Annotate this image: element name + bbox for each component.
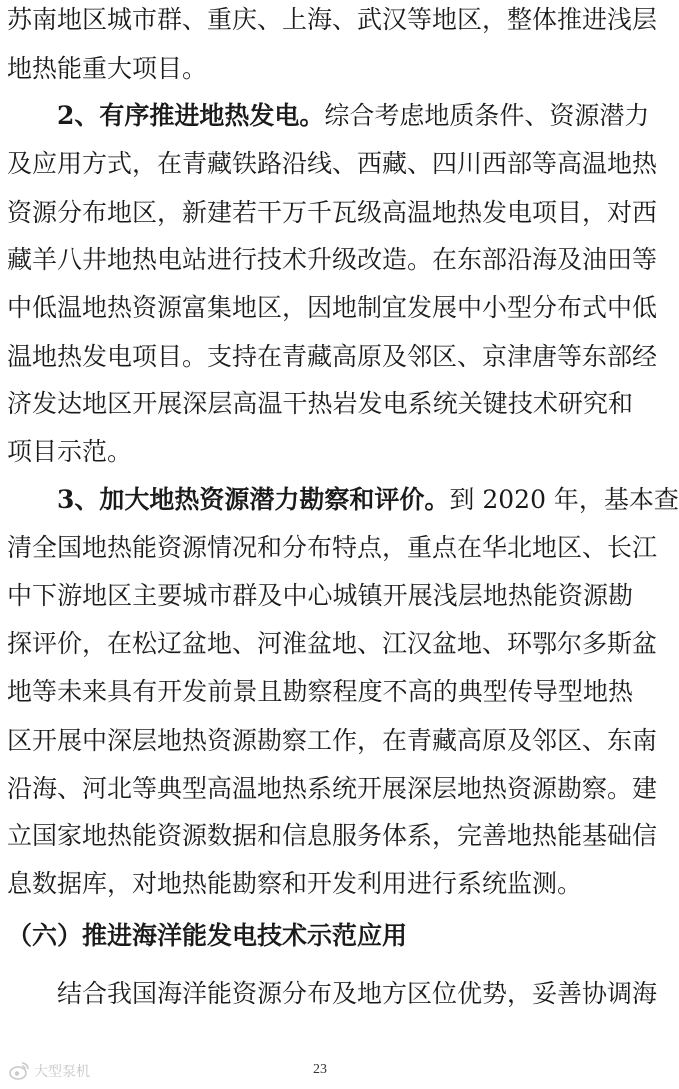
paragraph-line <box>7 337 658 377</box>
line-text: 中下游地区主要城市群及中心城镇开展浅层地热能资源勘 <box>7 581 633 610</box>
paragraph-line <box>7 288 658 328</box>
paragraph-line <box>57 974 658 1014</box>
line-text: 地等未来具有开发前景且勘察程度不高的典型传导型地热 <box>7 677 633 706</box>
paragraph-line <box>7 528 658 568</box>
page-number: 23 <box>313 1062 327 1077</box>
paragraph-line <box>7 769 658 809</box>
line-text: 区开展中深层地热资源勘察工作，在青藏高原及邻区、东南 <box>7 726 658 755</box>
item-heading: 2、有序推进地热发电。 <box>57 101 325 130</box>
line-text: 藏羊八井地热电站进行技术升级改造。在东部沿海及油田等 <box>7 245 658 274</box>
line-text: 项目示范。 <box>7 437 133 466</box>
line-text: 综合考虑地质条件、资源潜力 <box>324 101 650 130</box>
paragraph-line <box>57 96 650 136</box>
paragraph-line <box>7 721 658 761</box>
line-text: 资源分布地区，新建若干万千瓦级高温地热发电项目，对西 <box>7 198 658 227</box>
section-heading: （六）推进海洋能发电技术示范应用 <box>7 921 408 950</box>
paragraph-line <box>7 624 658 664</box>
line-text: 济发达地区开展深层高温干热岩发电系统关键技术研究和 <box>7 389 633 418</box>
paragraph-line <box>7 49 633 89</box>
line-text: 沿海、河北等典型高温地热系统开展深层地热资源勘察。建 <box>7 774 658 803</box>
line-text: 清全国地热能资源情况和分布特点，重点在华北地区、长江 <box>7 533 658 562</box>
line-text: 立国家地热能资源数据和信息服务体系，完善地热能基础信 <box>7 821 658 850</box>
paragraph-line <box>7 672 633 712</box>
paragraph-line <box>7 0 658 40</box>
paragraph-line <box>57 480 679 520</box>
line-text: 温地热发电项目。支持在青藏高原及邻区、京津唐等东部经 <box>7 342 658 371</box>
paragraph-line <box>7 384 633 424</box>
paragraph-line <box>7 144 658 184</box>
paragraph-line <box>7 816 658 856</box>
line-text: 及应用方式，在青藏铁路沿线、西藏、四川西部等高温地热 <box>7 149 658 178</box>
paragraph-line <box>7 193 658 233</box>
line-text: 结合我国海洋能资源分布及地方区位优势，妥善协调海 <box>57 979 658 1008</box>
paragraph-line <box>7 240 658 280</box>
paragraph-line <box>7 432 633 472</box>
paragraph-line <box>7 864 633 904</box>
item-heading: 3、加大地热资源潜力勘察和评价。 <box>57 485 450 514</box>
line-text: 地热能重大项目。 <box>7 54 208 83</box>
paragraph-line <box>7 576 633 616</box>
line-text: 到 2020 年，基本查 <box>449 485 679 514</box>
line-text: 探评价，在松辽盆地、河淮盆地、江汉盆地、环鄂尔多斯盆 <box>7 629 658 658</box>
line-text: 苏南地区城市群、重庆、上海、武汉等地区，整体推进浅层 <box>7 5 658 34</box>
line-text: 中低温地热资源富集地区，因地制宜发展中小型分布式中低 <box>7 293 658 322</box>
line-text: 息数据库，对地热能勘察和开发利用进行系统监测。 <box>7 869 583 898</box>
watermark-text: 大型泵机 <box>34 1064 90 1080</box>
